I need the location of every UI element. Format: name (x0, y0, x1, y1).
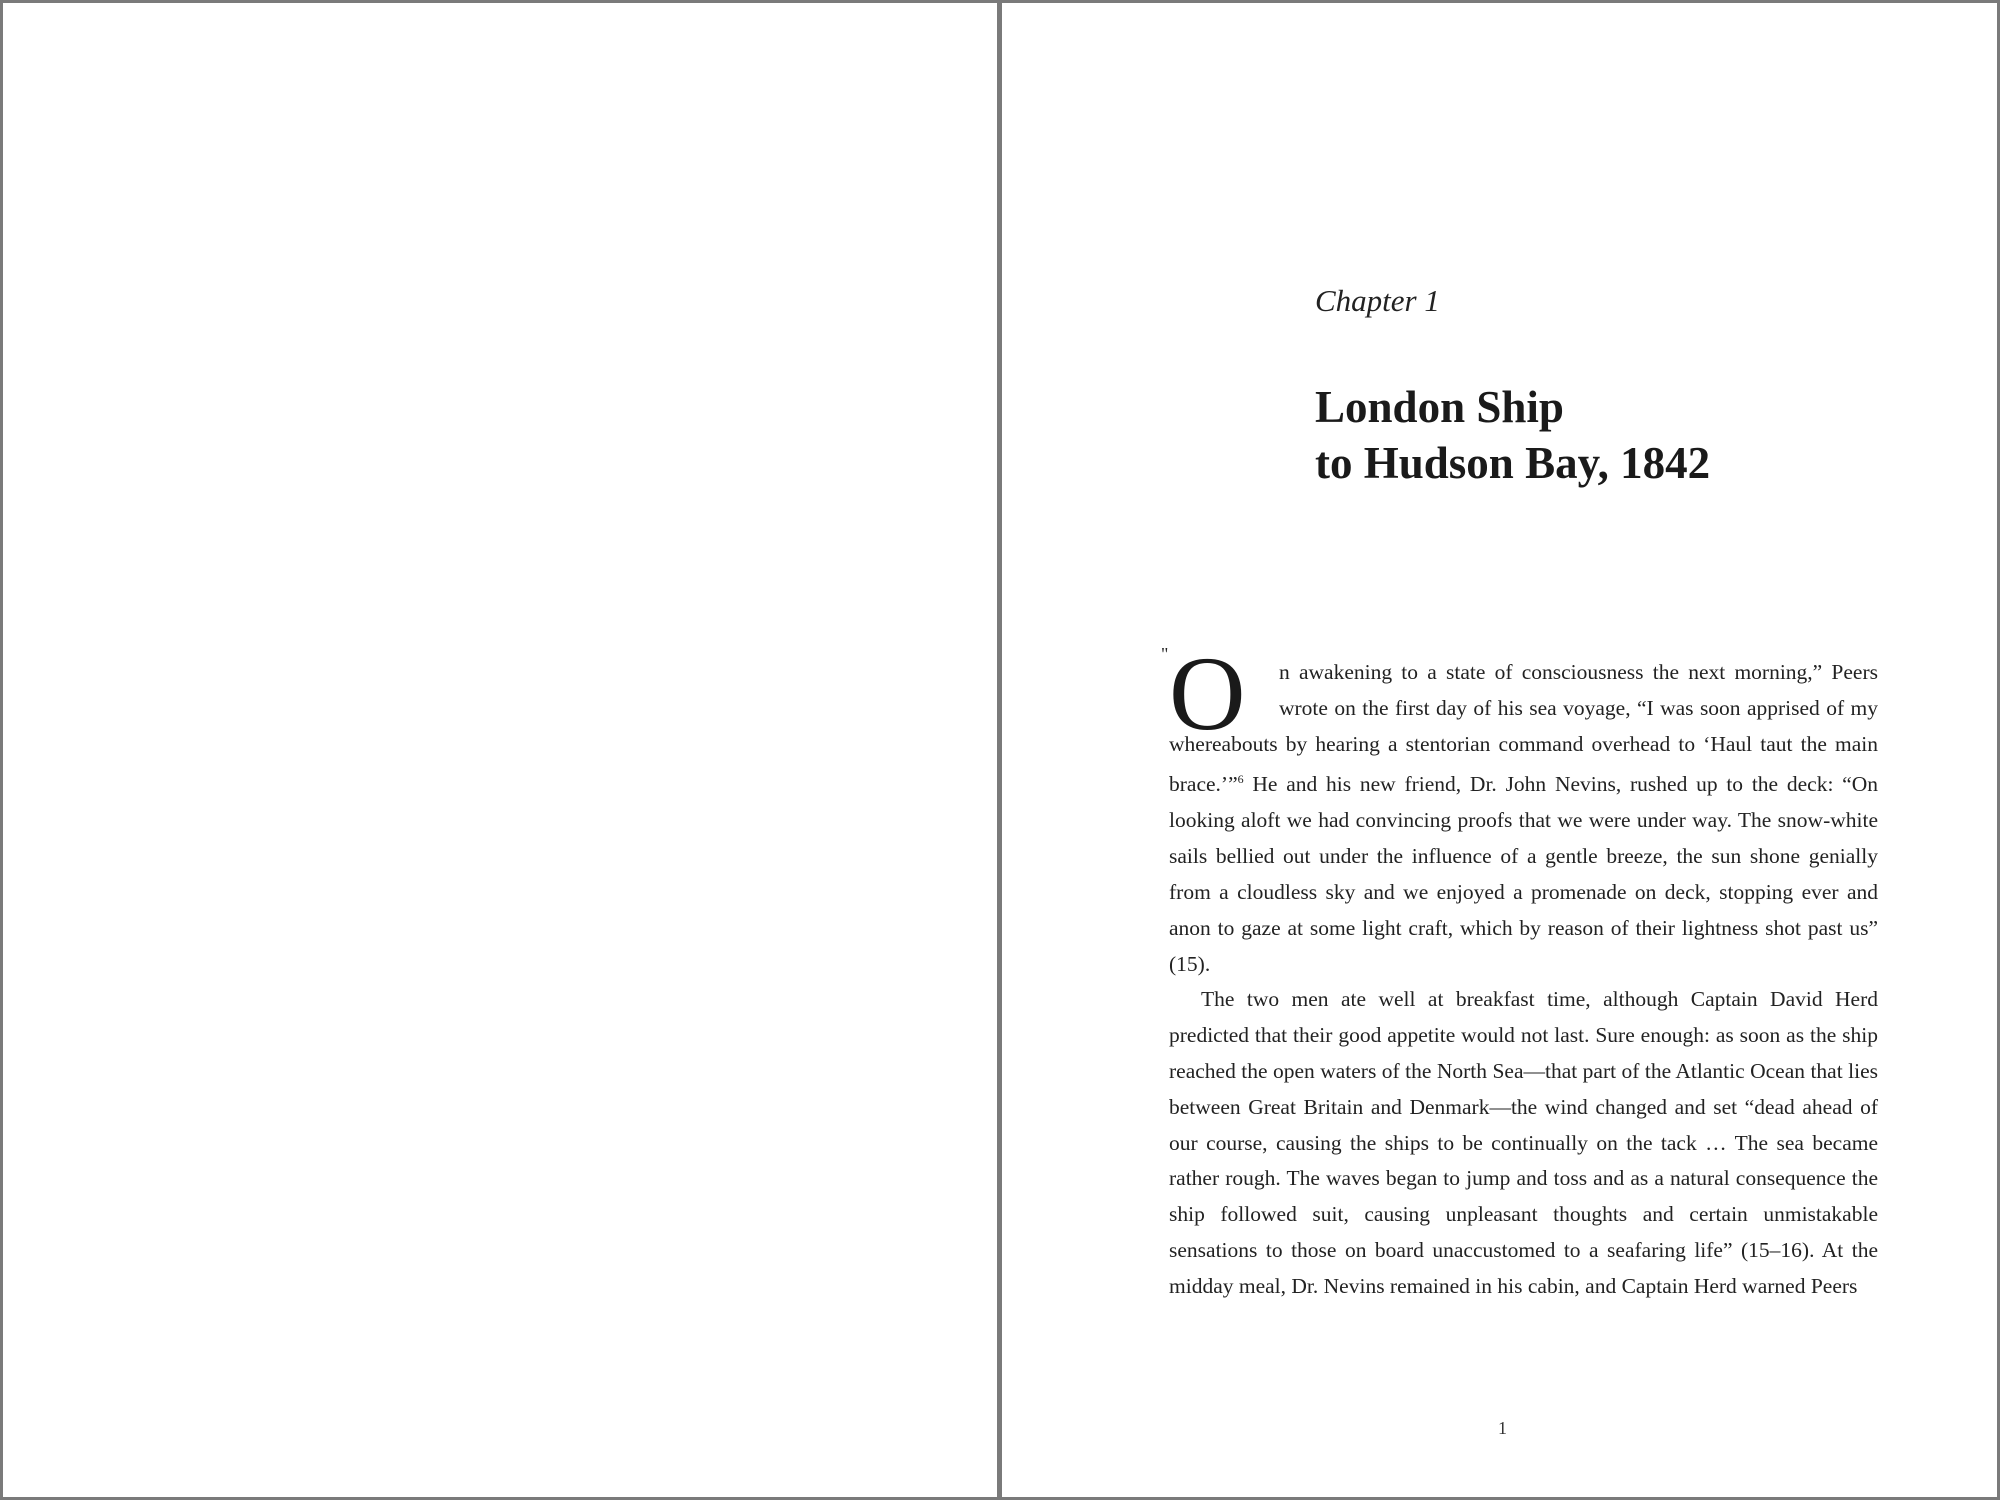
chapter-title (1315, 379, 1710, 491)
paragraph-1-tail: He and his new friend, Dr. John Nevins, rushed up to the deck: “On looking aloft we had convincing proofs that we were under way. The snow-white sails bellied out under the influence of a gentle breeze, the sun shone genially from a cloudless sky and we enjoyed a promenade on deck, stopping ever and anon to gaze at some light craft, which by reason of their lightness shot past us” (15). (1169, 772, 1878, 976)
chapter-title-line-1: London Ship (1315, 382, 1564, 432)
chapter-title-line-2: to Hudson Bay, 1842 (1315, 438, 1711, 488)
right-page (999, 0, 2000, 1500)
paragraph-1 (1161, 635, 1878, 982)
page-number: 1 (1498, 1418, 1507, 1438)
chapter-label: Chapter 1 (1315, 283, 1440, 318)
drop-cap-quote: " (1161, 644, 1169, 664)
paragraph-1-text: n awakening to a state of consciousness the next morning,” Peers wrote on the first day of his sea voyage, “I was soon apprised of my whereabouts by hearing a stentorian command overhead to ‘Haul taut the main brace.’” (1169, 660, 1878, 797)
drop-cap-letter: O (1169, 635, 1246, 752)
body-text (1161, 635, 1878, 1305)
paragraph-2: The two men ate well at breakfast time, although Captain David Herd predicted that their good appetite would not last. Sure enough: as soon as the ship reached the open waters of the North Sea—that part of the Atlantic Ocean that lies between Great Britain and Denmark—the wind changed and set “dead ahead of our course, causing the ships to be continually on the tack … The sea became rather rough. The waves began to jump and toss and as a natural consequence the ship followed suit, causing unpleasant thoughts and certain unmistakable sensations to those on board unaccustomed to a seafaring life” (15–16). At the midday meal, Dr. Nevins remained in his cabin, and Captain Herd warned Peers (1169, 987, 1878, 1298)
footnote-marker: 6 (1237, 772, 1244, 787)
drop-cap-block (1161, 635, 1277, 752)
